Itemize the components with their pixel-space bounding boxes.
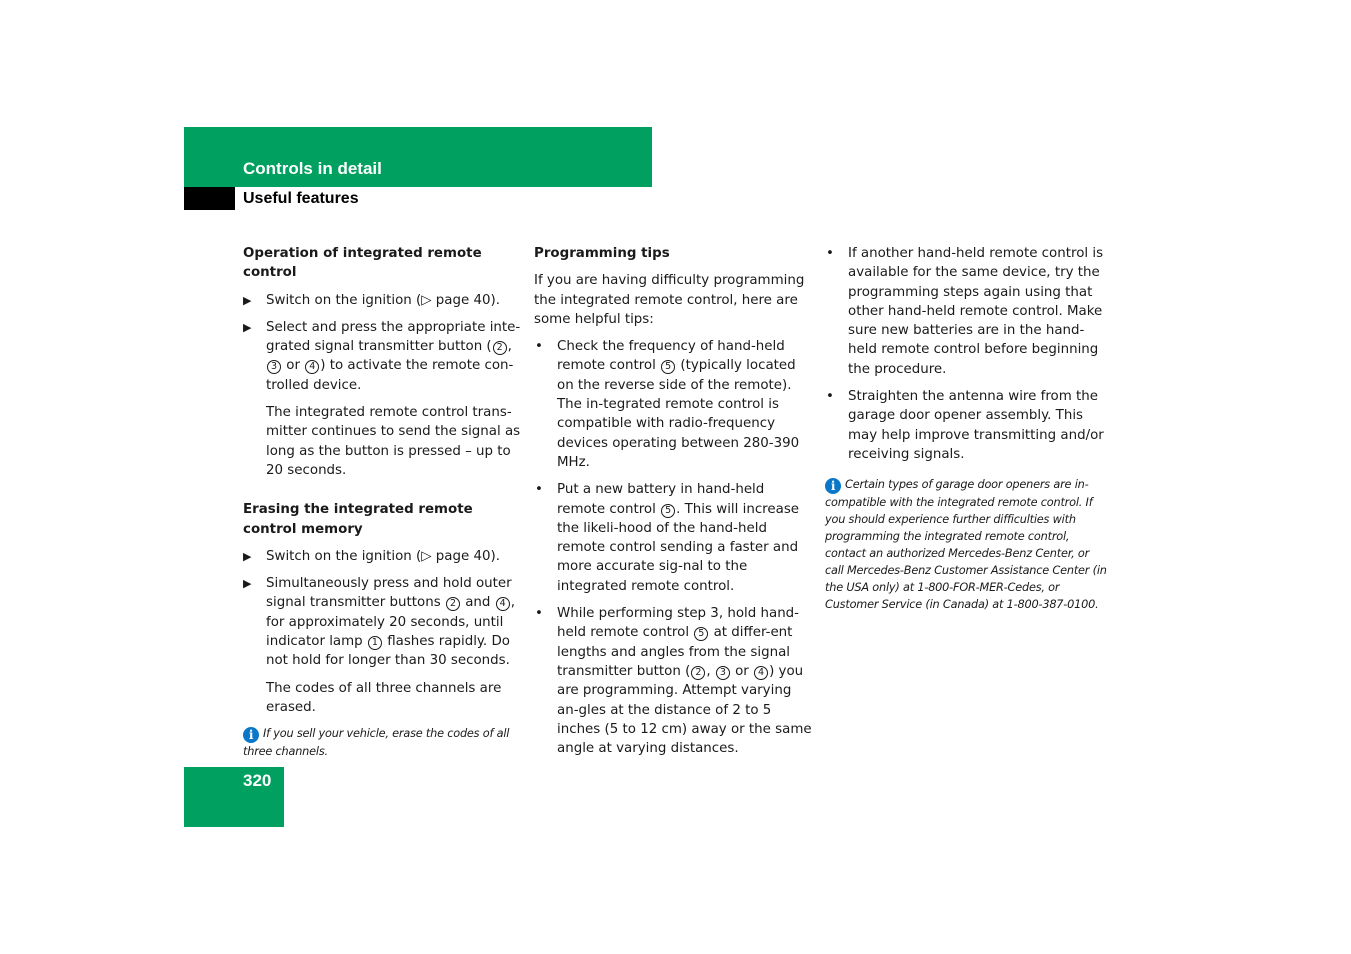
arrow-icon: ▶ (243, 577, 252, 591)
callout-number: 2 (493, 341, 507, 355)
paragraph-erased: The codes of all three channels are erased. (266, 680, 502, 715)
heading-erasing: Erasing the integrated remote control memory (243, 502, 473, 537)
info-icon: i (243, 727, 259, 743)
callout-number: 4 (496, 597, 510, 611)
section-tab-marker (184, 187, 235, 210)
arrow-icon: ▶ (243, 549, 252, 563)
chapter-title: Controls in detail (243, 159, 382, 178)
section-title: Useful features (243, 190, 359, 207)
callout-number: 2 (446, 597, 460, 611)
step-switch-ignition-2: ▶ Switch on the ignition (▷ page 40). (243, 547, 525, 566)
info-note-sell: i If you sell your vehicle, erase the codes of all three channels. (243, 727, 510, 759)
callout-number: 5 (661, 504, 675, 518)
callout-number: 5 (661, 360, 675, 374)
tip-battery: • Put a new battery in hand-held remote control 5 . This will increase the likeli-hood of the hand-held remote control sending a faster and more accurate sig-nal to the integrated remote control. (535, 482, 800, 594)
callout-number: 3 (267, 360, 281, 374)
paragraph-intro: If you are having difficulty programming the integrated remote control, here are some helpful tips: (534, 273, 805, 327)
bullet-icon: • (535, 339, 543, 355)
callout-number: 4 (305, 360, 319, 374)
callout-number: 4 (754, 666, 768, 680)
arrow-icon: ▶ (243, 293, 252, 307)
tip-another-remote: • If another hand-held remote control is available for the same device, try the programming steps again using that other hand-held remote control. Make sure new batteries are in the hand-held remote control before beginning the procedure. (826, 246, 1104, 377)
bullet-icon: • (535, 606, 543, 622)
callout-number: 5 (694, 627, 708, 641)
step-press-button: ▶ Select and press the appropriate inte-grated signal transmitter button ( 2 , 3 or 4 ) to activate the remote con-trolled device. (243, 319, 521, 393)
column-middle (534, 244, 816, 766)
heading-programming-tips: Programming tips (534, 246, 670, 261)
column-left (243, 244, 525, 760)
paragraph-transmitter: The integrated remote control trans-mitter continues to send the signal as long as the button is pressed – up to 20 seconds. (266, 405, 521, 478)
bullet-icon: • (826, 389, 834, 405)
arrow-icon: ▶ (243, 320, 252, 334)
bullet-icon: • (535, 482, 543, 498)
page-number: 320 (243, 771, 272, 790)
tip-antenna: • Straighten the antenna wire from the garage door opener assembly. This may help improve transmitting and/or receiving signals. (826, 389, 1104, 462)
callout-number: 1 (368, 636, 382, 650)
info-icon: i (825, 478, 841, 494)
column-right (825, 244, 1107, 613)
heading-operation: Operation of integrated remote control (243, 246, 482, 281)
step-hold-buttons: ▶ Simultaneously press and hold outer signal transmitter buttons 2 and 4 , for approximately 20 seconds, until indicator lamp 1 flashes rapidly. Do not hold for longer than 30 seconds. (243, 576, 515, 669)
info-note-compatibility: i Certain types of garage door openers are in-compatible with the integrated remote control. If you should experience further difficulties with programming the integrated remote control, contact an authorized Mercedes-Benz Center, or call Mercedes-Benz Customer Assistance Center (in the USA only) at 1-800-FOR-MER-Cedes, or Customer Service (in Canada) at 1-800-387-0100. (825, 478, 1107, 612)
bullet-icon: • (826, 246, 834, 261)
step-switch-ignition: ▶ Switch on the ignition (▷ page 40). (243, 291, 525, 310)
tip-angles: • While performing step 3, hold hand-held remote control 5 at differ-ent lengths and angles from the signal transmitter button ( 2 , 3 or 4 ) you are programming. Attempt varying an-gles at the distance of 2 to 5 inches (5 to 12 cm) away or the same angle at varying distances. (535, 606, 812, 757)
tip-frequency: • Check the frequency of hand-held remote control 5 (typically located on the reverse side of the remote). The in-tegrated remote control is compatible with radio-frequency devices operating between 280-390 MHz. (535, 339, 800, 470)
callout-number: 2 (691, 666, 705, 680)
callout-number: 3 (716, 666, 730, 680)
